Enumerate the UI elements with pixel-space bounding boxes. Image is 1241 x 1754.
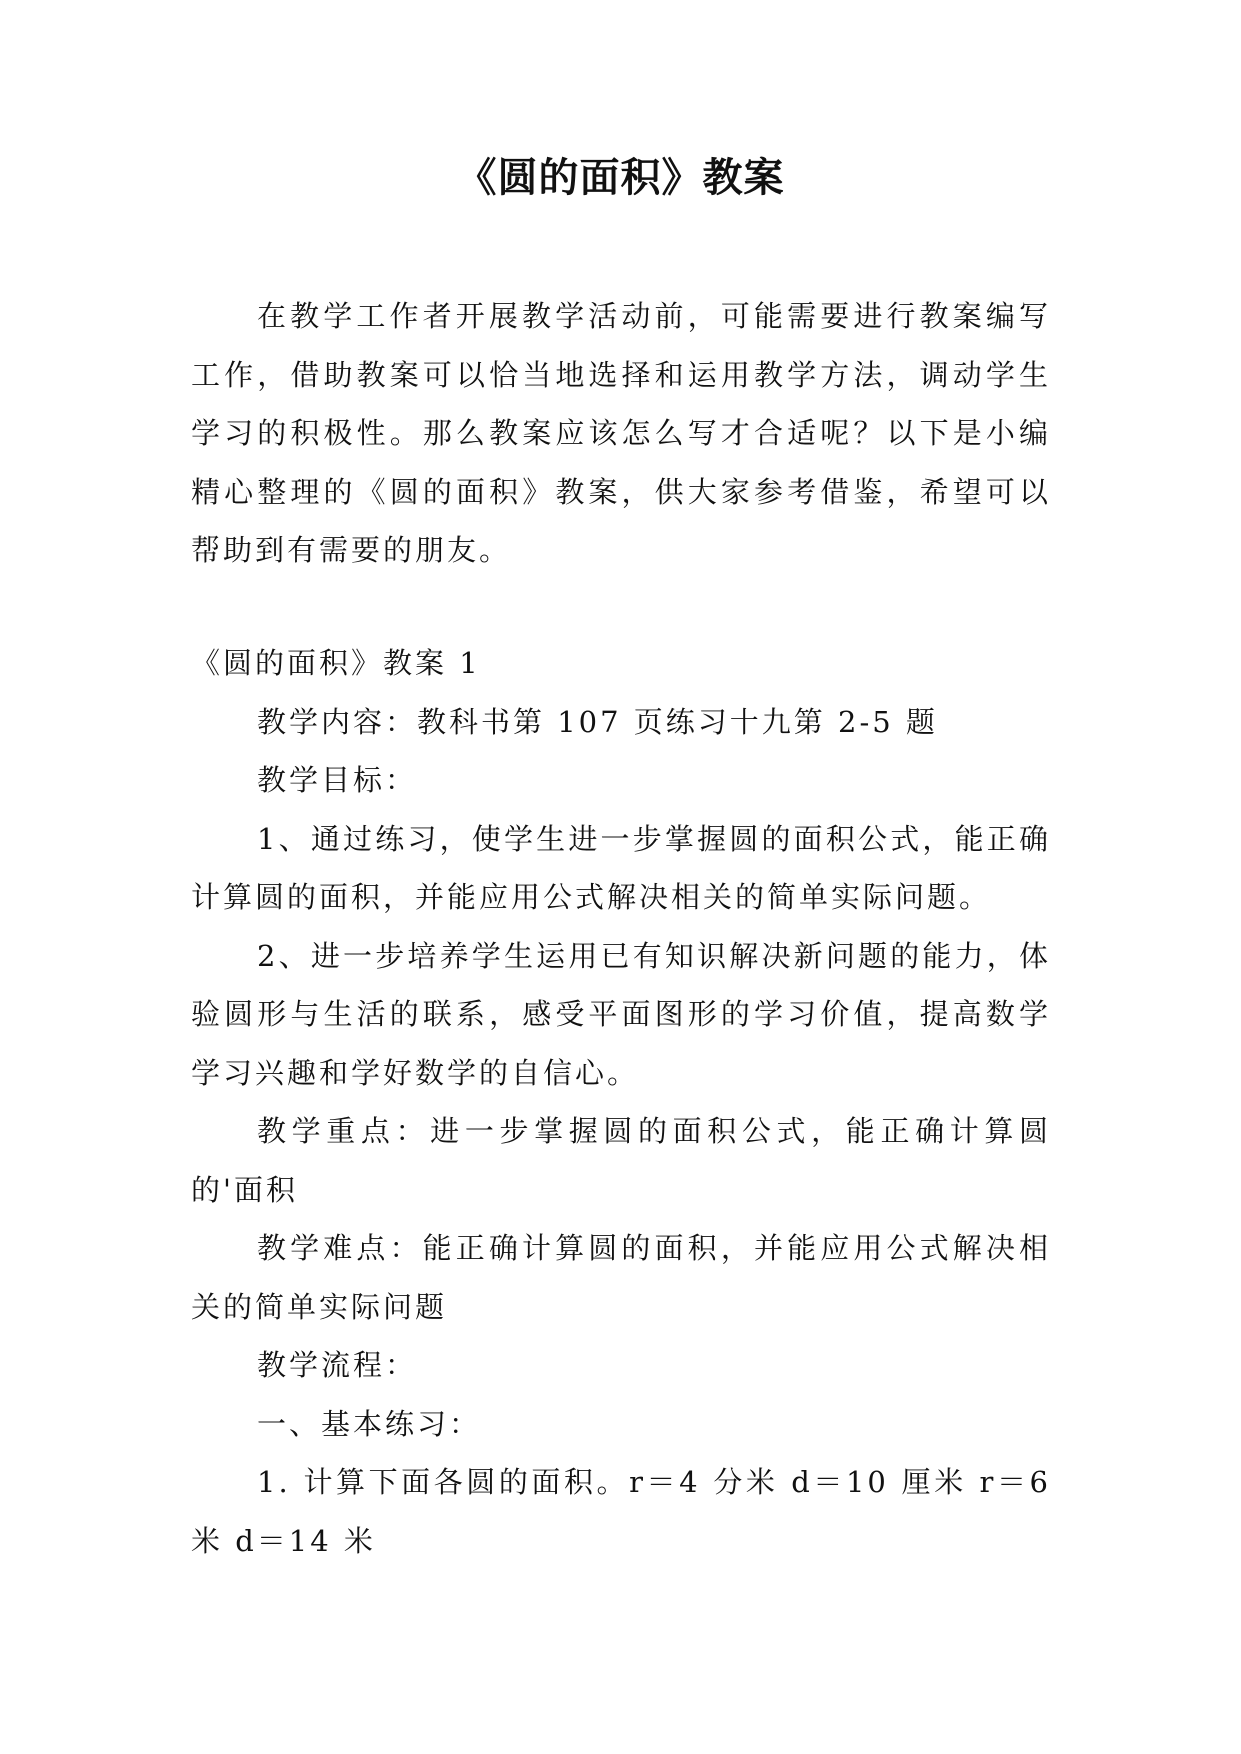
teaching-content-paragraph: 教学内容：教科书第 107 页练习十九第 2-5 题 <box>257 704 938 739</box>
goal-1-paragraph: 1、通过练习，使学生进一步掌握圆的面积公式，能正确计算圆的面积，并能应用公式解决相关的简单实际问题。 <box>191 821 1051 914</box>
section-heading: 《圆的面积》教案 1 <box>191 646 481 680</box>
exercise-1-paragraph: 1. 计算下面各圆的面积。r＝4 分米 d＝10 厘米 r＝6 米 d＝14 米 <box>191 1465 1051 1558</box>
teaching-goals-heading: 教学目标： <box>257 763 418 797</box>
lesson-section <box>191 634 1051 1570</box>
goal-2-paragraph: 2、进一步培养学生运用已有知识解决新问题的能力，体验圆形与生活的联系，感受平面图形的学习价值，提高数学学习兴趣和学好数学的自信心。 <box>191 938 1051 1090</box>
key-point-paragraph: 教学重点：进一步掌握圆的面积公式，能正确计算圆的'面积 <box>191 1114 1051 1207</box>
intro-section <box>191 287 1051 580</box>
document-title: 《圆的面积》教案 <box>456 155 785 201</box>
difficulty-paragraph: 教学难点：能正确计算圆的面积，并能应用公式解决相关的简单实际问题 <box>191 1231 1051 1324</box>
intro-paragraph: 在教学工作者开展教学活动前，可能需要进行教案编写工作，借助教案可以恰当地选择和运用教学方法，调动学生学习的积极性。那么教案应该怎么写才合适呢？以下是小编精心整理的《圆的面积》教案，供大家参考借鉴，希望可以帮助到有需要的朋友。 <box>191 299 1051 567</box>
teaching-process-heading: 教学流程： <box>257 1348 418 1382</box>
basic-practice-heading: 一、基本练习： <box>257 1406 482 1441</box>
